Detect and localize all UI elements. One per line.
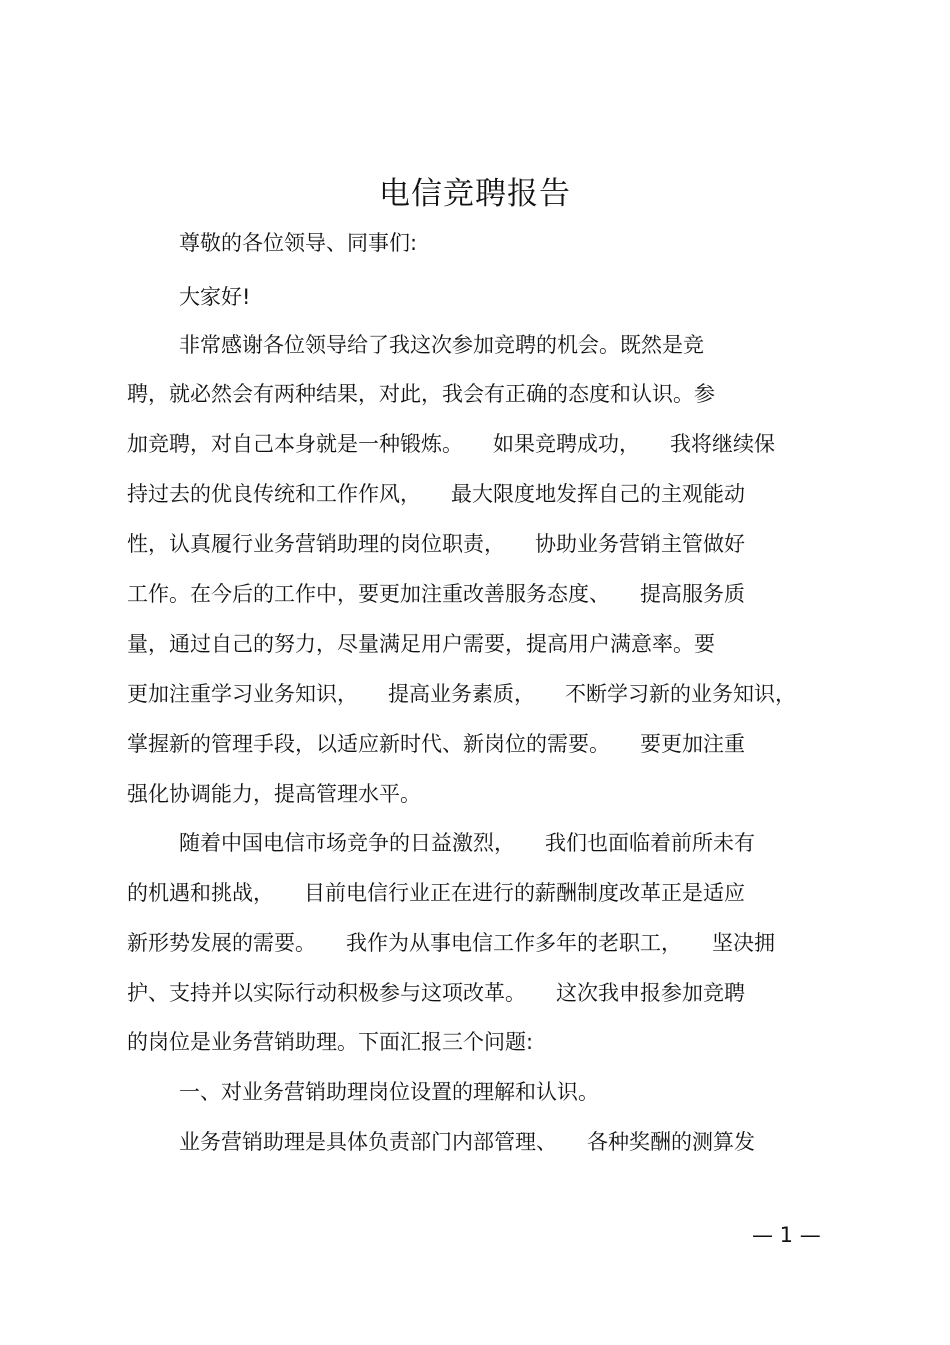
body-line xyxy=(127,629,715,659)
body-line xyxy=(127,729,745,759)
body-line xyxy=(127,679,796,709)
text-segment: 我们也面临着前所未有 xyxy=(545,831,755,855)
body-line xyxy=(127,978,745,1008)
body-line xyxy=(179,828,755,858)
text-segment: 如果竞聘成功， xyxy=(493,432,640,456)
text-segment: 新形势发展的需要。 xyxy=(127,931,316,955)
text-segment: 要更加注重 xyxy=(640,732,745,756)
page-number: — 1 — xyxy=(752,1223,821,1247)
text-segment: 坚决拥 xyxy=(712,931,775,955)
text-segment: 随着中国电信市场竞争的日益激烈， xyxy=(179,831,515,855)
text-segment: 我作为从事电信工作多年的老职工， xyxy=(346,931,682,955)
body-line xyxy=(127,878,745,908)
text-segment: 量，通过自己的努力，尽量满足用户需要，提高用户满意率。要 xyxy=(127,632,715,656)
text-segment: 的机遇和挑战， xyxy=(127,881,274,905)
body-line xyxy=(127,928,775,958)
body-line xyxy=(179,1127,755,1157)
greeting-line xyxy=(179,282,250,312)
text-segment: 尊敬的各位领导、同事们: xyxy=(179,231,418,255)
body-line xyxy=(127,429,775,459)
text-segment: 一、对业务营销助理岗位设置的理解和认识。 xyxy=(179,1080,599,1104)
text-segment: 强化协调能力，提高管理水平。 xyxy=(127,782,421,806)
text-segment: 最大限度地发挥自己的主观能动 xyxy=(451,482,745,506)
text-segment: 不断学习新的业务知识， xyxy=(565,682,796,706)
document-title: 电信竞聘报告 xyxy=(379,176,571,212)
body-line xyxy=(127,479,745,509)
body-line xyxy=(179,330,704,360)
text-segment: 性，认真履行业务营销助理的岗位职责， xyxy=(127,532,505,556)
text-segment: 目前电信行业正在进行的薪酬制度改革正是适应 xyxy=(304,881,745,905)
text-segment: 各种奖酬的测算发 xyxy=(587,1130,755,1154)
body-line xyxy=(127,529,745,559)
text-segment: 业务营销助理是具体负责部门内部管理、 xyxy=(179,1130,557,1154)
text-segment: 协助业务营销主管做好 xyxy=(535,532,745,556)
text-segment: 提高服务质 xyxy=(640,582,745,606)
text-segment: 掌握新的管理手段，以适应新时代、新岗位的需要。 xyxy=(127,732,610,756)
text-segment: 护、支持并以实际行动积极参与这项改革。 xyxy=(127,981,526,1005)
text-segment: 聘，就必然会有两种结果，对此，我会有正确的态度和认识。参 xyxy=(127,382,715,406)
text-segment: 非常感谢各位领导给了我这次参加竞聘的机会。既然是竞 xyxy=(179,333,704,357)
salutation-line xyxy=(179,228,417,258)
text-segment: 更加注重学习业务知识， xyxy=(127,682,358,706)
text-segment: 持过去的优良传统和工作作风， xyxy=(127,482,421,506)
text-segment: 工作。在今后的工作中，要更加注重改善服务态度、 xyxy=(127,582,610,606)
text-segment: 这次我申报参加竞聘 xyxy=(556,981,745,1005)
text-segment: 大家好! xyxy=(179,285,251,309)
text-segment: 我将继续保 xyxy=(670,432,775,456)
body-line xyxy=(127,779,421,809)
body-line xyxy=(127,1027,533,1057)
text-segment: 的岗位是业务营销助理。下面汇报三个问题: xyxy=(127,1030,534,1054)
text-segment: 提高业务素质， xyxy=(388,682,535,706)
body-line xyxy=(127,379,715,409)
section-heading xyxy=(179,1077,599,1107)
text-segment: 加竞聘，对自己本身就是一种锻炼。 xyxy=(127,432,463,456)
body-line xyxy=(127,579,745,609)
